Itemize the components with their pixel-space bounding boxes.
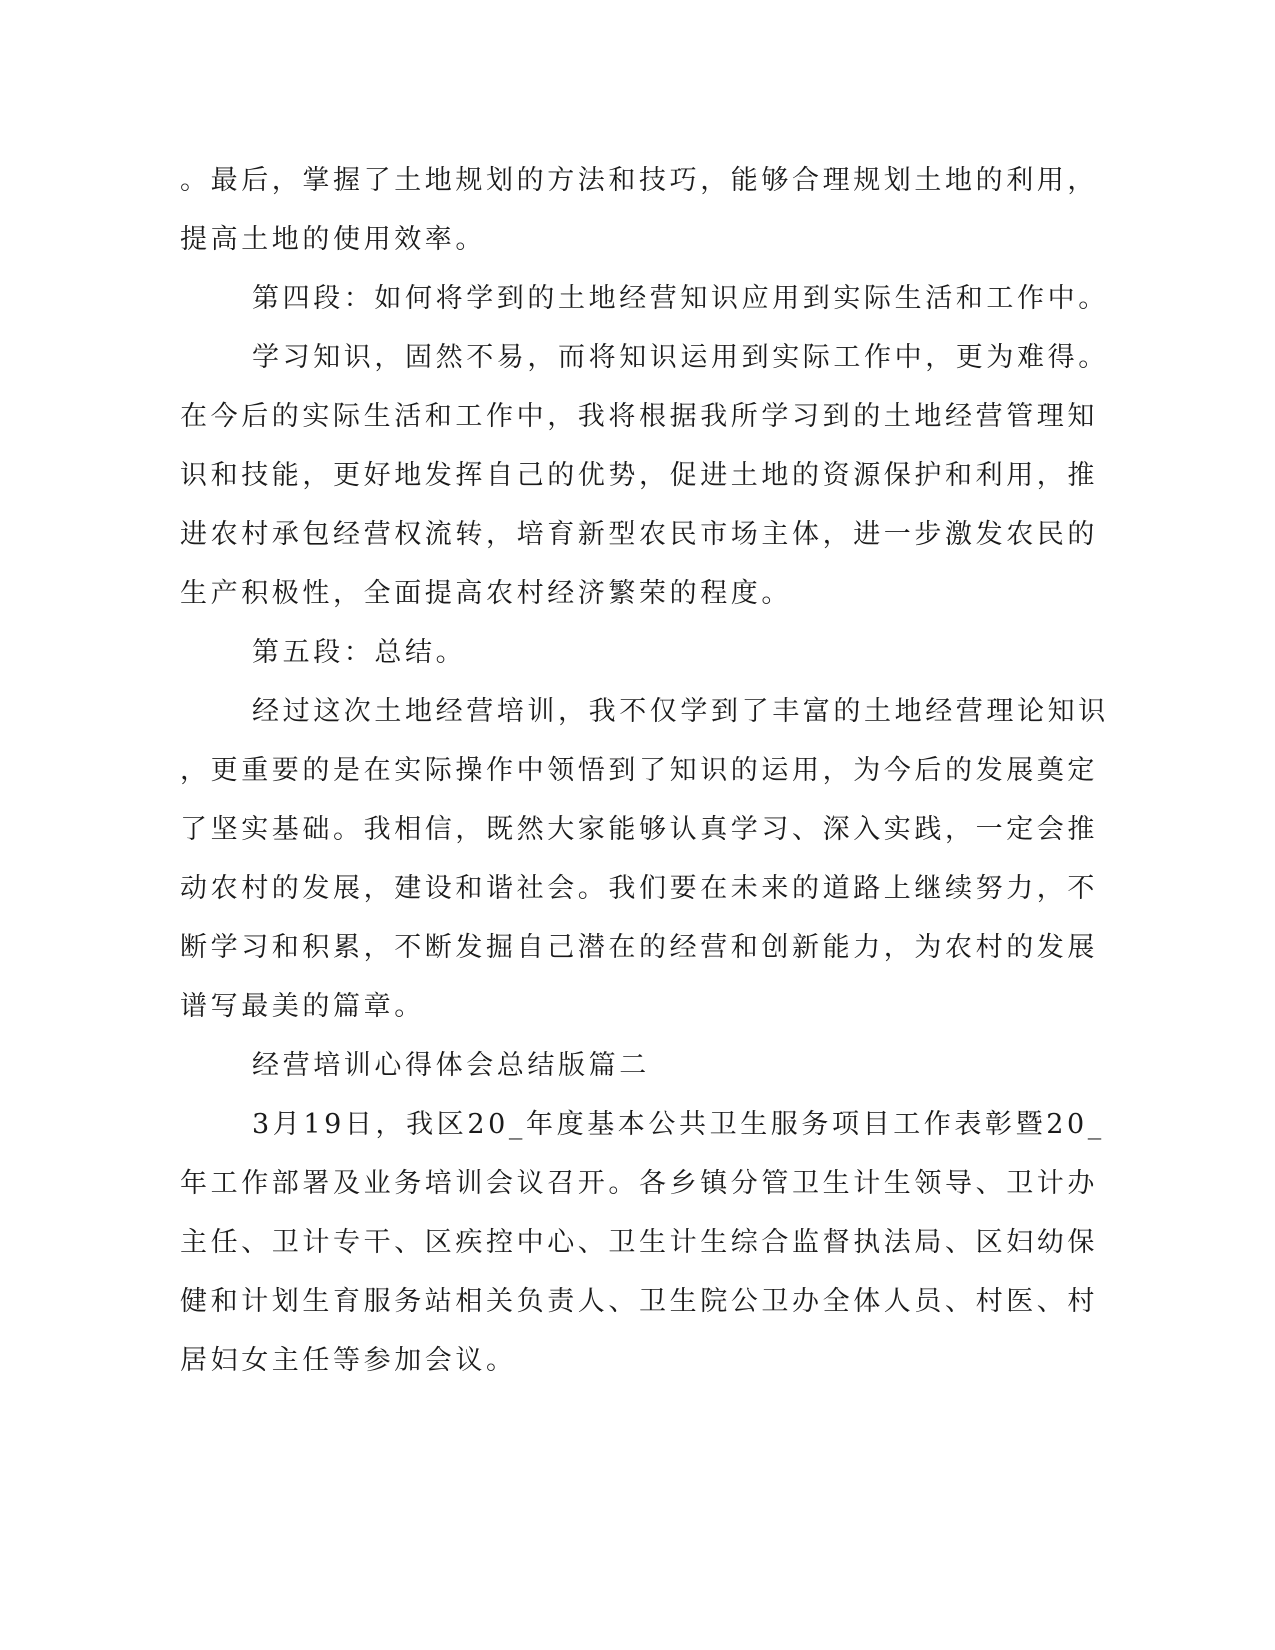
text-line: 主任、卫计专干、区疾控中心、卫生计生综合监督执法局、区妇幼保 [180,1227,1098,1258]
section-heading: 第四段：如何将学到的土地经营知识应用到实际生活和工作中。 [252,283,1109,314]
text-line: 经过这次土地经营培训，我不仅学到了丰富的土地经营理论知识 [252,696,1109,727]
text-line: 动农村的发展，建设和谐社会。我们要在未来的道路上继续努力，不 [180,873,1098,904]
text-line: 。最后，掌握了土地规划的方法和技巧，能够合理规划土地的利用， [180,165,1098,196]
article-title: 经营培训心得体会总结版篇二 [252,1050,650,1081]
text-line: 断学习和积累，不断发掘自己潜在的经营和创新能力，为农村的发展 [180,932,1098,963]
text-line: 识和技能，更好地发挥自己的优势，促进土地的资源保护和利用，推 [180,460,1098,491]
text-line: ，更重要的是在实际操作中领悟到了知识的运用，为今后的发展奠定 [180,755,1098,786]
text-line: 了坚实基础。我相信，既然大家能够认真学习、深入实践，一定会推 [180,814,1098,845]
text-line: 3月19日，我区20_年度基本公共卫生服务项目工作表彰暨20_ [252,1109,1105,1140]
text-line: 进农村承包经营权流转，培育新型农民市场主体，进一步激发农民的 [180,519,1098,550]
text-line: 提高土地的使用效率。 [180,224,486,255]
text-line: 谱写最美的篇章。 [180,991,425,1022]
text-line: 健和计划生育服务站相关负责人、卫生院公卫办全体人员、村医、村 [180,1286,1098,1317]
text-line: 居妇女主任等参加会议。 [180,1345,517,1376]
section-heading: 第五段：总结。 [252,637,467,668]
text-line: 年工作部署及业务培训会议召开。各乡镇分管卫生计生领导、卫计办 [180,1168,1098,1199]
text-line: 学习知识，固然不易，而将知识运用到实际工作中，更为难得。 [252,342,1109,373]
text-line: 生产积极性，全面提高农村经济繁荣的程度。 [180,578,792,609]
text-line: 在今后的实际生活和工作中，我将根据我所学习到的土地经营管理知 [180,401,1098,432]
